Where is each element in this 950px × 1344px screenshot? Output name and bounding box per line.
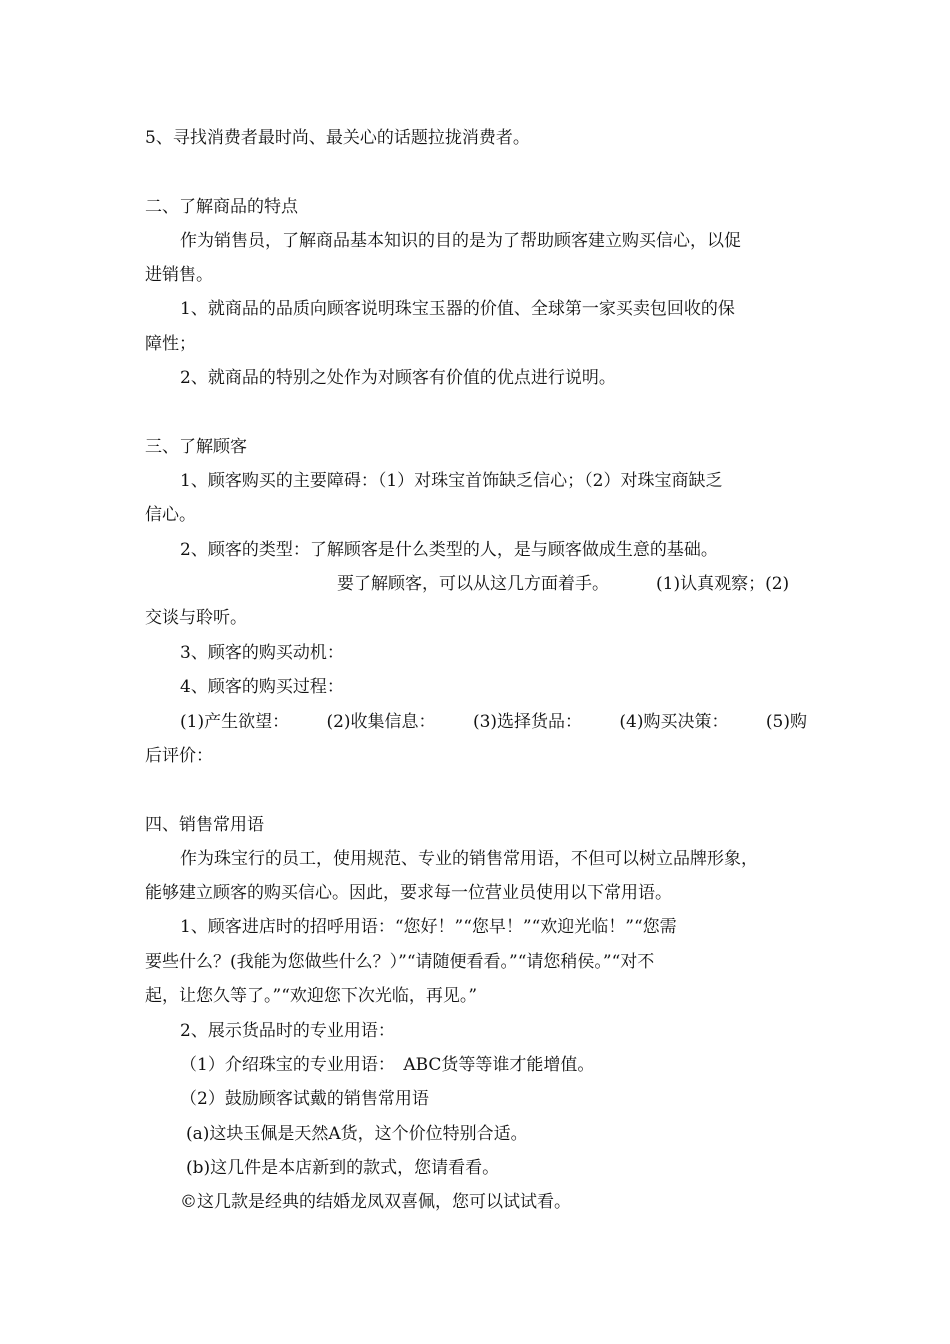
paragraph-line: 作为珠宝行的员工，使用规范、专业的销售常用语，不但可以树立品牌形象， bbox=[180, 849, 758, 869]
paragraph-line: 起，让您久等了。”“欢迎您下次光临，再见。” bbox=[145, 986, 478, 1006]
step-item: (2)收集信息： bbox=[326, 712, 436, 732]
paragraph-line: 能够建立顾客的购买信心。因此，要求每一位营业员使用以下常用语。 bbox=[145, 883, 672, 903]
paragraph-line: 信心。 bbox=[145, 505, 196, 525]
step-item: (1)产生欲望： bbox=[180, 712, 290, 732]
paragraph-line: 2、展示货品时的专业用语： bbox=[180, 1021, 395, 1041]
paragraph-line: 4、顾客的购买过程： bbox=[180, 677, 344, 697]
section-heading-2: 二、了解商品的特点 bbox=[145, 197, 298, 217]
paragraph-line: 要些什么？(我能为您做些什么？）”“请随便看看。”“请您稍侯。”“对不 bbox=[145, 952, 655, 972]
step-item: (3)选择货品： bbox=[472, 712, 583, 732]
section-heading-4: 四、销售常用语 bbox=[145, 815, 264, 835]
paragraph-line: （1）介绍珠宝的专业用语： ABC货等等谁才能增值。 bbox=[180, 1055, 595, 1075]
step-item: (5)购 bbox=[765, 712, 807, 732]
example-line: (a)这块玉佩是天然A货，这个价位特别合适。 bbox=[186, 1124, 528, 1144]
paragraph-line: 1、顾客购买的主要障碍：（1）对珠宝首饰缺乏信心；（2）对珠宝商缺乏 bbox=[180, 471, 723, 491]
paragraph-line: 2、就商品的特别之处作为对顾客有价值的优点进行说明。 bbox=[180, 368, 616, 388]
list-item-5: 5、寻找消费者最时尚、最关心的话题拉拢消费者。 bbox=[145, 128, 530, 148]
purchase-steps-line bbox=[180, 711, 807, 733]
step-item: (4)购买决策： bbox=[619, 712, 729, 732]
paragraph-line: (1)认真观察；(2) bbox=[656, 574, 790, 594]
example-line: (b)这几件是本店新到的款式，您请看看。 bbox=[186, 1158, 500, 1178]
paragraph-line: 作为销售员，了解商品基本知识的目的是为了帮助顾客建立购买信心，以促 bbox=[180, 231, 741, 251]
paragraph-line: 交谈与聆听。 bbox=[145, 608, 247, 628]
paragraph-line: （2）鼓励顾客试戴的销售常用语 bbox=[180, 1089, 429, 1109]
paragraph-line: 后评价： bbox=[145, 746, 213, 766]
section-heading-3: 三、了解顾客 bbox=[145, 437, 247, 457]
example-line: ©这几款是经典的结婚龙凤双喜佩，您可以试试看。 bbox=[180, 1192, 571, 1212]
paragraph-line: 要了解顾客，可以从这几方面着手。 bbox=[337, 574, 609, 594]
paragraph-line: 1、顾客进店时的招呼用语：“您好！”“您早！”“欢迎光临！”“您需 bbox=[180, 917, 677, 937]
paragraph-line: 2、顾客的类型：了解顾客是什么类型的人，是与顾客做成生意的基础。 bbox=[180, 540, 718, 560]
paragraph-line: 3、顾客的购买动机： bbox=[180, 643, 344, 663]
paragraph-line: 进销售。 bbox=[145, 265, 213, 285]
paragraph-line: 1、就商品的品质向顾客说明珠宝玉器的价值、全球第一家买卖包回收的保 bbox=[180, 299, 735, 319]
paragraph-line: 障性； bbox=[145, 334, 196, 354]
